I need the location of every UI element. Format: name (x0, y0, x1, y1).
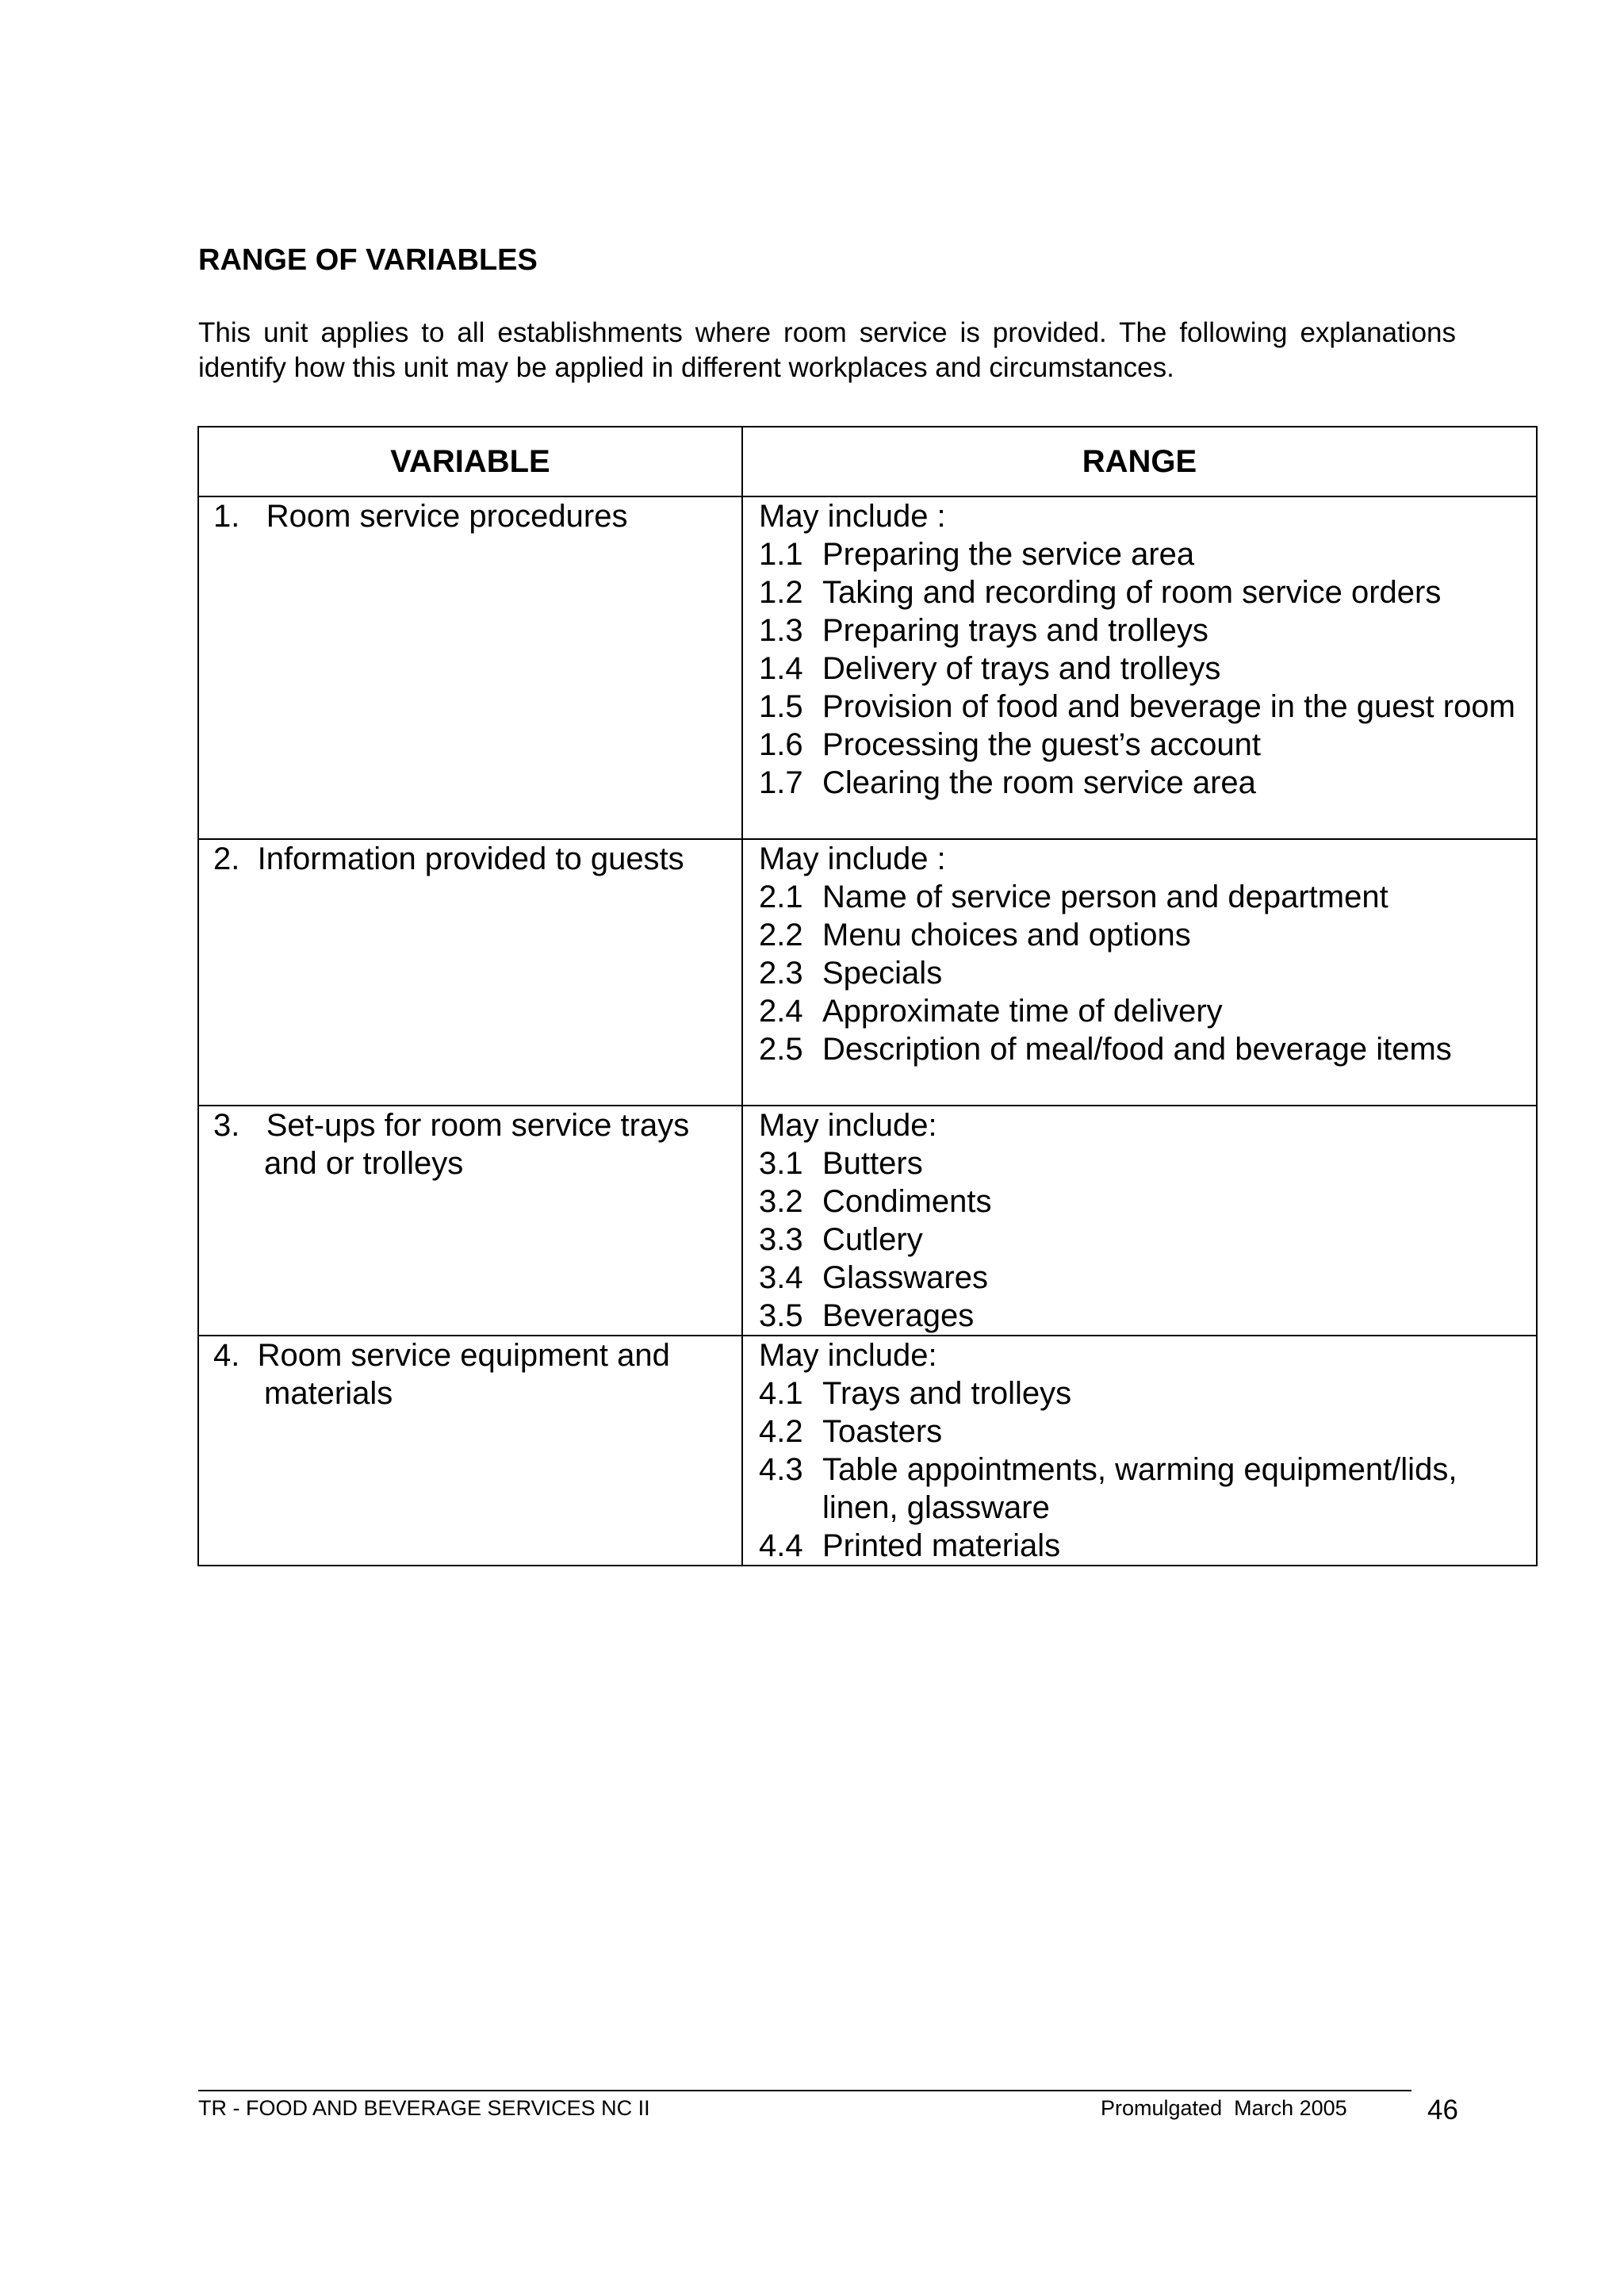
range-item (759, 650, 1536, 688)
range-intro: May include : (759, 499, 946, 534)
range-item-text: Menu choices and options (822, 918, 1191, 953)
range-item-number: 2.5 (759, 1032, 803, 1067)
range-item (759, 1527, 1536, 1565)
range-item (759, 1221, 1536, 1259)
range-item-number: 1.1 (759, 537, 803, 572)
range-item-text: Trays and trolleys (822, 1376, 1072, 1411)
page-number: 46 (1427, 2095, 1458, 2125)
range-item (759, 916, 1536, 954)
range-item (759, 1297, 1536, 1335)
table-row (198, 1336, 1537, 1566)
range-of-variables-table (197, 426, 1538, 1566)
range-intro: May include: (759, 1108, 937, 1143)
range-item (759, 1144, 1536, 1182)
range-item-text: Condiments (822, 1184, 992, 1219)
range-intro: May include: (759, 1338, 937, 1373)
variable-label: 4. Room service equipment and materials (213, 1338, 670, 1411)
range-column-header: RANGE (742, 427, 1537, 496)
range-item-text: Table appointments, warming equipment/lids, linen, glassware (822, 1452, 1457, 1525)
footer-document-title: TR - FOOD AND BEVERAGE SERVICES NC II (198, 2096, 650, 2120)
range-item-text: Delivery of trays and trolleys (822, 651, 1221, 686)
range-item-text: Taking and recording of room service orders (822, 575, 1442, 610)
table-row (198, 839, 1537, 1106)
range-item-text: Butters (822, 1146, 923, 1181)
range-item-number: 2.4 (759, 994, 803, 1029)
range-item-text: Provision of food and beverage in the guest room (822, 689, 1515, 724)
range-item (759, 764, 1536, 802)
range-item-number: 1.7 (759, 765, 803, 800)
range-item (759, 992, 1536, 1030)
range-item (759, 878, 1536, 916)
range-item-number: 1.5 (759, 689, 803, 724)
footer-divider (198, 2090, 1411, 2091)
range-item-number: 1.4 (759, 651, 803, 686)
variable-label: 3. Set-ups for room service trays and or trolleys (213, 1108, 690, 1181)
range-item-number: 3.3 (759, 1222, 803, 1257)
range-item (759, 954, 1536, 992)
range-cell (742, 1336, 1537, 1566)
range-cell (742, 1106, 1537, 1336)
range-item (759, 1259, 1536, 1297)
range-item (759, 611, 1536, 650)
variable-cell (198, 839, 742, 1106)
range-item-text: Approximate time of delivery (822, 994, 1223, 1029)
range-item-number: 1.2 (759, 575, 803, 610)
table-header-row (198, 427, 1537, 496)
range-item-number: 2.2 (759, 918, 803, 953)
range-cell (742, 839, 1537, 1106)
range-item (759, 1182, 1536, 1221)
variable-cell (198, 1106, 742, 1336)
variable-label: 1. Room service procedures (213, 499, 628, 534)
range-item-text: Cutlery (822, 1222, 923, 1257)
variable-cell (198, 1336, 742, 1566)
range-item-number: 3.2 (759, 1184, 803, 1219)
range-item-text: Clearing the room service area (822, 765, 1256, 800)
range-item (759, 688, 1536, 726)
range-cell (742, 496, 1537, 839)
variable-label: 2. Information provided to guests (213, 841, 684, 876)
range-item-text: Preparing trays and trolleys (822, 613, 1208, 648)
range-item-number: 2.1 (759, 880, 803, 914)
range-item-text: Printed materials (822, 1528, 1061, 1563)
range-item-number: 4.4 (759, 1528, 803, 1563)
range-item-text: Name of service person and department (822, 880, 1388, 914)
range-item-text: Processing the guest’s account (822, 727, 1261, 762)
range-item (759, 1030, 1536, 1068)
range-item-number: 2.3 (759, 956, 803, 991)
range-item-number: 3.1 (759, 1146, 803, 1181)
range-item (759, 535, 1536, 573)
range-item-number: 4.2 (759, 1414, 803, 1449)
range-item-text: Specials (822, 956, 943, 991)
table-row (198, 496, 1537, 839)
range-item-number: 3.4 (759, 1260, 803, 1295)
table-row (198, 1106, 1537, 1336)
intro-paragraph: This unit applies to all establishments where room service is provided. The following explanations identify how this unit may be applied in different workplaces and circumstances. (198, 317, 1456, 383)
range-item-text: Preparing the service area (822, 537, 1195, 572)
range-item (759, 726, 1536, 764)
range-item-text: Description of meal/food and beverage items (822, 1032, 1452, 1067)
range-item (759, 1374, 1536, 1412)
range-item-text: Beverages (822, 1298, 975, 1333)
variable-cell (198, 496, 742, 839)
range-item-number: 3.5 (759, 1298, 803, 1333)
range-item-text: Glasswares (822, 1260, 988, 1295)
variable-column-header: VARIABLE (198, 427, 742, 496)
range-item (759, 573, 1536, 611)
range-item-number: 1.6 (759, 727, 803, 762)
range-item (759, 1451, 1536, 1527)
range-item (759, 1412, 1536, 1451)
range-item-number: 4.1 (759, 1376, 803, 1411)
range-item-number: 4.3 (759, 1452, 803, 1487)
section-title: RANGE OF VARIABLES (198, 243, 538, 277)
range-item-number: 1.3 (759, 613, 803, 648)
footer-promulgation-date: Promulgated March 2005 (1101, 2096, 1347, 2120)
range-item-text: Toasters (822, 1414, 943, 1449)
range-intro: May include : (759, 841, 946, 876)
